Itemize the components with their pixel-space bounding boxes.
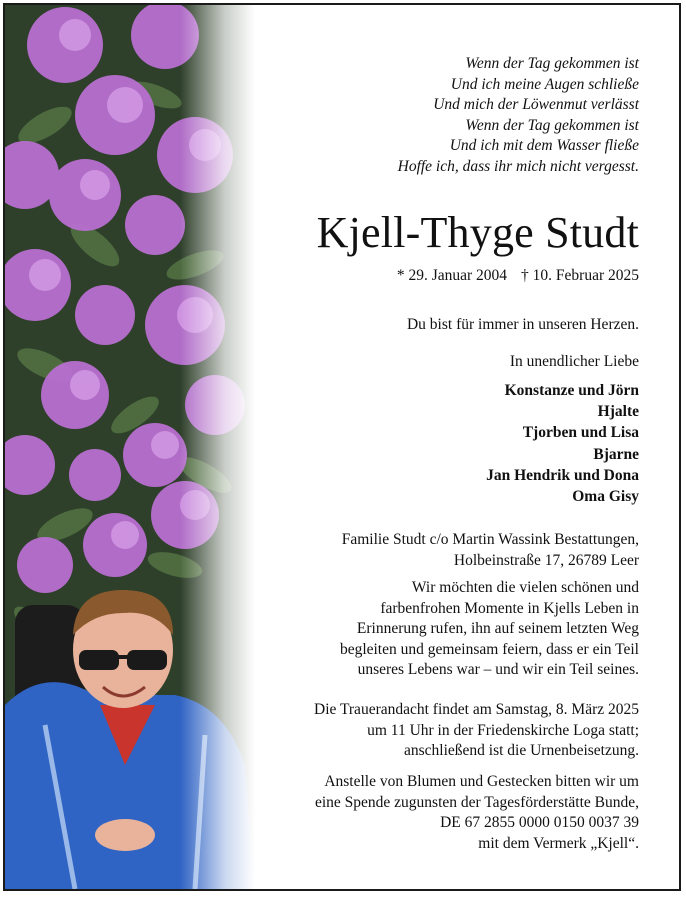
donation-iban: DE 67 2855 0000 0150 0037 39 xyxy=(440,814,639,831)
address-line: Holbeinstraße 17, 26789 Leer xyxy=(453,551,639,569)
motto: Du bist für immer in unseren Herzen. xyxy=(406,316,639,333)
poem-line: Wenn der Tag gekommen ist xyxy=(465,116,639,134)
address-block xyxy=(342,530,639,571)
death-date: † 10. Februar 2025 xyxy=(521,267,639,284)
donation-line: eine Spende zugunsten der Tagesförderstätte Bunde, xyxy=(314,793,639,811)
birth-date: * 29. Januar 2004 xyxy=(396,267,508,284)
memories-line: Wir möchten die vielen schönen und xyxy=(411,579,639,596)
portrait-photo xyxy=(5,5,255,889)
address-line: Familie Studt c/o Martin Wassink Bestattungen, xyxy=(341,531,639,548)
donation-line: Anstelle von Blumen und Gestecken bitten wir um xyxy=(324,773,639,790)
service-line: anschließend ist die Urnenbeisetzung. xyxy=(403,742,639,759)
mourner: Tjorben und Lisa xyxy=(522,424,639,442)
mourner: Jan Hendrik und Dona xyxy=(486,466,639,484)
poem xyxy=(398,54,639,178)
service-line: um 11 Uhr in der Friedenskirche Loga statt; xyxy=(367,721,639,739)
memories-line: farbenfrohen Momente in Kjells Leben in xyxy=(380,599,639,617)
poem-line: Und ich meine Augen schließe xyxy=(450,75,639,93)
life-dates xyxy=(397,267,639,285)
photo-fade-overlay xyxy=(5,5,255,889)
service-line: Die Trauerandacht findet am Samstag, 8. März 2025 xyxy=(314,701,639,718)
donation-line: mit dem Vermerk „Kjell“. xyxy=(478,834,639,852)
memories-line: begleiten und gemeinsam feiern, dass er ein Teil xyxy=(339,640,639,658)
mourner: Bjarne xyxy=(593,445,639,463)
mourners-list xyxy=(486,380,639,507)
poem-line: Wenn der Tag gekommen ist xyxy=(465,55,639,72)
poem-line: Hoffe ich, dass ihr mich nicht vergesst. xyxy=(397,157,639,175)
mourner: Konstanze und Jörn xyxy=(504,382,639,399)
obituary-frame xyxy=(3,3,681,891)
deceased-name: Kjell-Thyge Studt xyxy=(316,208,639,257)
poem-line: Und ich mit dem Wasser fließe xyxy=(449,137,639,155)
service-paragraph xyxy=(314,700,639,762)
love-line: In unendlicher Liebe xyxy=(509,353,639,370)
mourner: Oma Gisy xyxy=(572,488,639,506)
memories-paragraph xyxy=(340,578,639,681)
memories-line: unseres Lebens war – und wir ein Teil seines. xyxy=(357,661,639,678)
donation-paragraph xyxy=(315,772,639,854)
poem-line: Und mich der Löwenmut verlässt xyxy=(433,96,639,114)
memories-line: Erinnerung rufen, ihn auf seinem letzten Weg xyxy=(356,620,639,637)
mourner: Hjalte xyxy=(597,403,639,421)
